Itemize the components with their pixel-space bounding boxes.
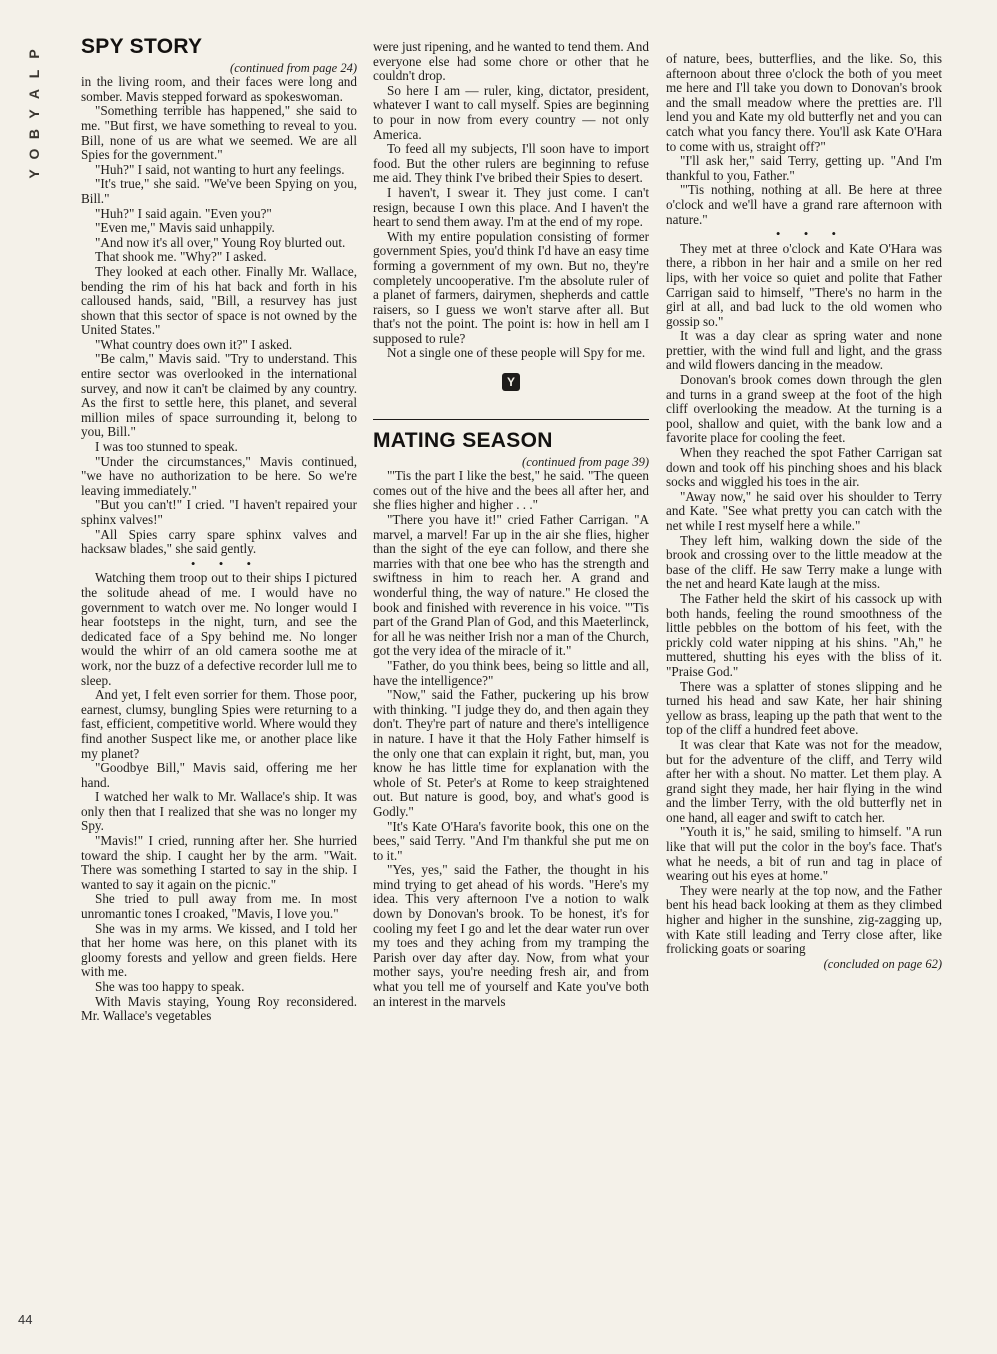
paragraph: "Be calm," Mavis said. "Try to understand. This entire sector was overlooked in the international survey, and now it can't be claimed by any country. As the first to settle here, this planet, and several million miles of space surrounding it, belong to you, Bill." [81, 351, 357, 440]
paragraph: They looked at each other. Finally Mr. Wallace, bending the rim of his hat back and forth in his calloused hands, said, "Bill, a resurvey has just shown that this sector of space is not owned by the United States." [81, 263, 357, 338]
paragraph: "Huh?" I said, not wanting to hurt any feelings. [95, 161, 345, 177]
logo-letter: B [26, 128, 42, 140]
paragraph: So here I am — ruler, king, dictator, president, whatever I want to call myself. Spies are beginning to pour in now from every country — not only America. [373, 82, 649, 142]
paragraph: The Father held the skirt of his cassock up with both hands, feeling the round smoothness of the little pebbles on the bottom of his feet, with the prickly cold water nipping at his shins. "Ah," he muttered, shutting his eyes with the bliss of it. "Praise God." [666, 590, 942, 679]
spy-story-body-a [81, 75, 357, 557]
logo-letter: Y [26, 109, 42, 119]
paragraph: They left him, walking down the side of the brook and crossing over to the little meadow at the base of the cliff. He saw Terry make a lunge with the net and heard Kate laugh at the miss. [666, 532, 942, 592]
mating-season-continued: (continued from page 39) [522, 454, 649, 469]
column-1 [81, 35, 357, 1024]
paragraph: in the living room, and their faces were long and somber. Mavis stepped forward as spokeswoman. [81, 74, 357, 104]
paragraph: "'Tis nothing, nothing at all. Be here at three o'clock and we'll have a grand rare afternoon with nature." [666, 182, 942, 227]
paragraph: They met at three o'clock and Kate O'Hara was there, a ribbon in her hair and a smile on her red lips, with her voice so quiet and polite that Father Carrigan said to himself, "There's no harm in the girl at all, and bad luck to the old women who gossip so." [666, 240, 942, 329]
mating-season-body-b [666, 52, 942, 227]
mating-season-body-c [666, 242, 942, 957]
paragraph: "And now it's all over," Young Roy blurted out. [95, 234, 346, 250]
paragraph: With Mavis staying, Young Roy reconsidered. Mr. Wallace's vegetables [81, 993, 357, 1024]
paragraph: I was too stunned to speak. [95, 439, 238, 455]
paragraph: "But you can't!" I cried. "I haven't repaired your sphinx valves!" [81, 497, 357, 527]
paragraph: "'Tis the part I like the best," he said. "The queen comes out of the hive and the bees all after her, and she flies higher and higher . . ." [373, 468, 649, 513]
paragraph: With my entire population consisting of former government Spies, you'd think I'd have an easy time forming a government of my own. But no, they're completely uncooperative. I'm the absolute ruler of a planet of farmers, dairymen, shepherds and cattle raisers, so I guess we won't starve after all. But that's not the point. The point is: how in hell am I supposed to rule? [373, 228, 649, 346]
logo-letter: P [26, 49, 42, 59]
paragraph: When they reached the spot Father Carrigan sat down and took off his pinching shoes and his black socks and wiggled his toes in the air. [666, 445, 942, 490]
paragraph: "I'll ask her," said Terry, getting up. "And I'm thankful to you, Father." [666, 153, 942, 183]
article-divider [373, 419, 649, 420]
page-number: 44 [18, 1312, 33, 1327]
paragraph: "It's true," she said. "We've been Spying on you, Bill." [81, 176, 357, 206]
spy-story-body-c [373, 40, 649, 361]
paragraph: "Huh?" I said again. "Even you?" [95, 205, 272, 221]
paragraph: "Father, do you think bees, being so little and all, have the intelligence?" [373, 657, 649, 688]
paragraph: I watched her walk to Mr. Wallace's ship. It was only then that I realized that she was no longer my Spy. [81, 789, 357, 834]
paragraph: She was in my arms. We kissed, and I told her that her home was here, on this planet with its gloomy forests and yellow and green fields. Here with me. [81, 920, 357, 980]
paragraph: It was clear that Kate was not for the meadow, but for the adventure of the cliff, and Terry wild after her with a shout. No matter. Let them play. A grand sight they made, her hair flying in the wind and the limber Terry, with the old butterfly net in one hand, all eager and swift to catch her. [666, 736, 942, 825]
paragraph: I haven't, I swear it. They just come. I can't resign, because I own this place. And I haven't the heart to send them away. I'm at the end of my rope. [373, 184, 649, 230]
paragraph: "Mavis!" I cried, running after her. She hurried toward the ship. I caught her by the arm. "Wait. There was something I started to say in the ship. I wanted to say it again on the picnic." [81, 833, 357, 892]
mating-season-title: MATING SEASON [373, 429, 553, 453]
paragraph: "Goodbye Bill," Mavis said, offering me her hand. [81, 760, 357, 790]
mating-season-body-a [373, 469, 649, 1009]
logo-letter: Y [26, 169, 42, 179]
section-break: • • • [775, 226, 847, 242]
paragraph: "It's Kate O'Hara's favorite book, this one on the bees," said Terry. "And I'm thankful she put me on to it." [373, 818, 649, 863]
paragraph: "Away now," he said over his shoulder to Terry and Kate. "See what pretty you can catch with the net while I rest myself here a while." [666, 488, 942, 533]
paragraph: She tried to pull away from me. In most unromantic tones I croaked, "Mavis, I love you." [81, 891, 357, 922]
paragraph: "Now," said the Father, puckering up his brow with thinking. "I judge they do, and then again they don't. They're part of nature and there's intelligence in nature. I have it that the Holy Father himself is the only one that can explain it right, but, man, you know he has little time for explanation with the whole of St. Peter's at Rome to keep straightened out. But nature is good, boy, and what's good is Godly." [373, 687, 649, 819]
column-2 [373, 40, 649, 1009]
paragraph: Donovan's brook comes down through the glen and turns in a grand sweep at the foot of the high cliff overlooking the meadow. At the turning is a pool, shallow and quiet, with the bank low and a favorite place for cooling the feet. [666, 372, 942, 446]
paragraph: That shook me. "Why?" I asked. [95, 249, 267, 265]
paragraph: "There you have it!" cried Father Carrigan. "A marvel, a marvel! Far up in the air she flies, higher than the sight of the eye can follow, and there she marries with that one bee who has the strength and swiftness in him to reach her. A grand and wonderful thing, the way of nature." He closed the book and finished with reverence in his voice. "'Tis part of the Grand Plan of God, and this Maeterlinck, for all he was neither Irish nor a man of the Church, got the very idea of the miracle of it." [373, 512, 649, 659]
paragraph: "What country does own it?" I asked. [95, 336, 293, 352]
paragraph: It was a day clear as spring water and none prettier, with the wind full and light, and the grass and wild flowers dancing in the meadow. [666, 328, 942, 373]
paragraph: And yet, I felt even sorrier for them. Those poor, earnest, clumsy, bungling Spies were returning to a fast, efficient, competitive world. Where would they find another Suspect like me, or another place like my planet? [81, 687, 357, 761]
paragraph: To feed all my subjects, I'll soon have to import food. But the other rulers are beginning to refuse me aid. They think I've bribed their Spies to desert. [373, 141, 649, 186]
paragraph: were just ripening, and he wanted to tend them. And everyone else had some chore or other that he couldn't drop. [373, 39, 649, 84]
spy-story-continued: (continued from page 24) [230, 60, 357, 75]
paragraph: "Something terrible has happened," she said to me. "But first, we have something to reveal to you. Bill, none of us are what we seemed. We are all Spies for the government." [81, 103, 357, 163]
end-mark: Y [502, 373, 520, 391]
magazine-logo [20, 44, 48, 184]
paragraph: "Even me," Mavis said unhappily. [95, 220, 275, 236]
paragraph: There was a splatter of stones slipping and he turned his head and saw Kate, her hair shining yellow as brass, leaping up the path that went to the top of the cliff a hundred feet above. [666, 678, 942, 738]
paragraph: "Under the circumstances," Mavis continued, "we have no authorization to be here. So we're leaving immediately." [81, 453, 357, 498]
spy-story-title: SPY STORY [81, 35, 203, 58]
spy-story-body-b [81, 571, 357, 1023]
mating-season-concluded: (concluded on page 62) [823, 956, 942, 971]
paragraph: "Youth it is," he said, smiling to himself. "A run like that will put the color in the boy's face. That's what he needs, a bit of run and tag in place of wearing out his eyes at home." [666, 824, 942, 884]
paragraph: of nature, bees, butterflies, and the like. So, this afternoon about three o'clock the both of you meet me here and I'll take you down to Donovan's brook and the small meadow where the pretties are. I'll lend you and Kate my old butterfly net and you can catch what you fancy there. You'll ask Kate O'Hara to come with us, straight off?" [666, 51, 942, 154]
logo-letter: L [26, 69, 42, 79]
paragraph: "Yes, yes," said the Father, the thought in his mind trying to get ahead of his words. "Here's my idea. This very afternoon I've a notion to walk down by Donovan's brook. To be honest, it's for cooling my feet I go and let the dear water run over my toes and they aching from my tramping the Parish over day after day. Now, from what your mother says, you're needing fresh air, and from what you tell me of yourself and Kate you've both an interest in the marvels [373, 862, 649, 1009]
logo-letter: A [26, 88, 42, 100]
section-break: • • • [190, 555, 262, 571]
paragraph: Not a single one of these people will Spy for me. [387, 345, 646, 361]
paragraph: She was too happy to speak. [95, 979, 245, 994]
paragraph: Watching them troop out to their ships I pictured the solitude ahead of me. I would have no government to watch over me. No longer would I hear footsteps in the night, turn, and see the dedicated face of a Spy behind me. No longer would the whirr of an old camera soothe me at work, nor the buzz of a defective recorder lull me to sleep. [81, 570, 357, 688]
column-3 [666, 52, 942, 971]
paragraph: They were nearly at the top now, and the Father bent his head back looking at them as they climbed higher and higher in the sunshine, zig-zagging up, with Kate still leading and Terry close after, like frolicking goats or soaring [666, 882, 942, 957]
paragraph: "All Spies carry spare sphinx valves and hacksaw blades," she said gently. [81, 526, 357, 557]
logo-letter: O [26, 148, 42, 160]
